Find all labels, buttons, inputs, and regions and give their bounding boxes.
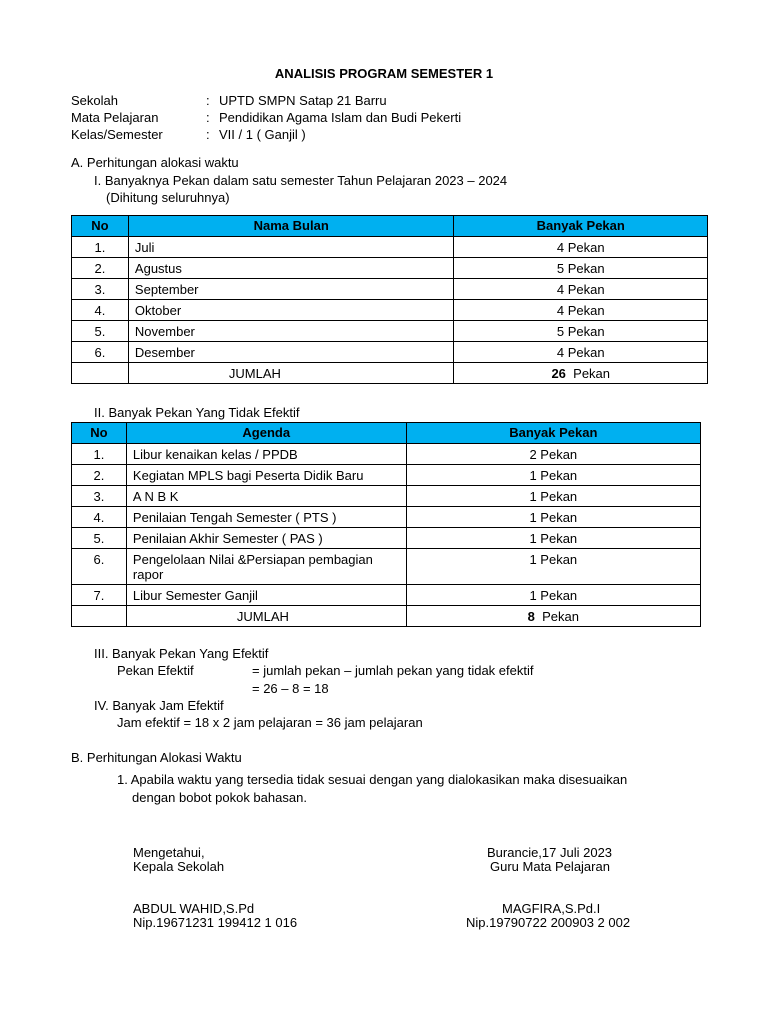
row-agenda: Penilaian Tengah Semester ( PTS )	[126, 507, 406, 528]
identity-label-class: Kelas/Semester	[71, 127, 163, 142]
table-ineffective-weeks	[71, 422, 701, 627]
row-weeks: 5 Pekan	[454, 321, 708, 342]
col-header-agenda: Agenda	[126, 423, 406, 444]
total-number: 8	[527, 609, 535, 624]
row-month: September	[128, 279, 454, 300]
table-row	[72, 507, 701, 528]
part3-title: III. Banyak Pekan Yang Efektif	[94, 646, 269, 661]
table-row	[72, 528, 701, 549]
row-no: 4.	[72, 300, 129, 321]
row-no: 3.	[72, 279, 129, 300]
row-agenda: Libur kenaikan kelas / PPDB	[126, 444, 406, 465]
row-agenda: Penilaian Akhir Semester ( PAS )	[126, 528, 406, 549]
sign-right-line2: Guru Mata Pelajaran	[490, 859, 610, 874]
row-weeks: 2 Pekan	[406, 444, 700, 465]
row-no: 1.	[72, 444, 127, 465]
total-weeks	[406, 606, 700, 627]
table-row	[72, 300, 708, 321]
table-row	[72, 549, 701, 585]
section-b-item1-line2: dengan bobot pokok bahasan.	[132, 790, 307, 805]
page-title: ANALISIS PROGRAM SEMESTER 1	[274, 66, 494, 81]
part1-subtitle: (Dihitung seluruhnya)	[106, 190, 230, 205]
part3-result: = 26 – 8 = 18	[252, 681, 329, 696]
identity-sep-school: :	[206, 93, 210, 108]
table-months	[71, 215, 708, 384]
table-row	[72, 585, 701, 606]
table-row	[72, 279, 708, 300]
row-agenda: Libur Semester Ganjil	[126, 585, 406, 606]
sign-left-line1: Mengetahui,	[133, 845, 205, 860]
col-header-month: Nama Bulan	[128, 216, 454, 237]
sign-right-name: MAGFIRA,S.Pd.I	[502, 901, 601, 916]
section-b-item1-line1: 1. Apabila waktu yang tersedia tidak sesuai dengan yang dialokasikan maka disesuaikan	[117, 772, 628, 787]
row-weeks: 4 Pekan	[454, 342, 708, 363]
row-no: 2.	[72, 258, 129, 279]
part2-title: II. Banyak Pekan Yang Tidak Efektif	[94, 405, 300, 420]
identity-value-school: UPTD SMPN Satap 21 Barru	[219, 93, 387, 108]
row-weeks: 4 Pekan	[454, 300, 708, 321]
row-month: Agustus	[128, 258, 454, 279]
row-agenda: A N B K	[126, 486, 406, 507]
total-number: 26	[551, 366, 566, 381]
part4-title: IV. Banyak Jam Efektif	[94, 698, 224, 713]
row-month: Juli	[128, 237, 454, 258]
total-label: JUMLAH	[128, 363, 454, 384]
row-month: November	[128, 321, 454, 342]
table-row	[72, 321, 708, 342]
table-total-row	[72, 363, 708, 384]
section-b-heading: B. Perhitungan Alokasi Waktu	[71, 750, 242, 765]
identity-sep-class: :	[206, 127, 210, 142]
sign-left-name: ABDUL WAHID,S.Pd	[133, 901, 255, 916]
identity-label-subject: Mata Pelajaran	[71, 110, 159, 125]
sign-right-line1: Burancie,17 Juli 2023	[487, 845, 613, 860]
row-weeks: 1 Pekan	[406, 549, 700, 585]
part3-label: Pekan Efektif	[117, 663, 194, 678]
row-no: 5.	[72, 528, 127, 549]
row-month: Desember	[128, 342, 454, 363]
identity-sep-subject: :	[206, 110, 210, 125]
row-no: 4.	[72, 507, 127, 528]
row-no: 3.	[72, 486, 127, 507]
identity-value-class: VII / 1 ( Ganjil )	[219, 127, 306, 142]
row-no: 6.	[72, 342, 129, 363]
table-header-row	[72, 423, 701, 444]
row-no: 5.	[72, 321, 129, 342]
table-row	[72, 465, 701, 486]
row-weeks: 5 Pekan	[454, 258, 708, 279]
row-weeks: 1 Pekan	[406, 486, 700, 507]
identity-value-subject: Pendidikan Agama Islam dan Budi Pekerti	[219, 110, 462, 125]
sign-right-nip: Nip.19790722 200903 2 002	[466, 915, 631, 930]
table-row	[72, 486, 701, 507]
total-empty-cell	[72, 363, 129, 384]
table-total-row	[72, 606, 701, 627]
table-row	[72, 258, 708, 279]
row-weeks: 4 Pekan	[454, 279, 708, 300]
total-unit: Pekan	[542, 609, 579, 624]
row-agenda: Kegiatan MPLS bagi Peserta Didik Baru	[126, 465, 406, 486]
part1-title: I. Banyaknya Pekan dalam satu semester Tahun Pelajaran 2023 – 2024	[94, 173, 508, 188]
row-no: 6.	[72, 549, 127, 585]
row-agenda: Pengelolaan Nilai &Persiapan pembagian rapor	[126, 549, 406, 585]
table-header-row	[72, 216, 708, 237]
total-unit: Pekan	[573, 366, 611, 381]
col-header-no: No	[72, 216, 129, 237]
col-header-no: No	[72, 423, 127, 444]
row-weeks: 4 Pekan	[454, 237, 708, 258]
table-row	[72, 237, 708, 258]
row-weeks: 1 Pekan	[406, 465, 700, 486]
identity-label-school: Sekolah	[71, 93, 118, 108]
part3-formula: = jumlah pekan – jumlah pekan yang tidak efektif	[252, 663, 534, 678]
col-header-weeks: Banyak Pekan	[406, 423, 700, 444]
total-weeks	[454, 363, 708, 384]
row-month: Oktober	[128, 300, 454, 321]
total-empty-cell	[72, 606, 127, 627]
part4-line: Jam efektif = 18 x 2 jam pelajaran = 36 jam pelajaran	[117, 715, 423, 730]
total-label: JUMLAH	[126, 606, 406, 627]
row-weeks: 1 Pekan	[406, 507, 700, 528]
section-a-heading: A. Perhitungan alokasi waktu	[71, 155, 239, 170]
table-row	[72, 444, 701, 465]
sign-left-nip: Nip.19671231 199412 1 016	[133, 915, 298, 930]
sign-left-line2: Kepala Sekolah	[133, 859, 225, 874]
table-row	[72, 342, 708, 363]
row-no: 7.	[72, 585, 127, 606]
row-no: 1.	[72, 237, 129, 258]
row-weeks: 1 Pekan	[406, 528, 700, 549]
row-no: 2.	[72, 465, 127, 486]
row-weeks: 1 Pekan	[406, 585, 700, 606]
col-header-weeks: Banyak Pekan	[454, 216, 708, 237]
